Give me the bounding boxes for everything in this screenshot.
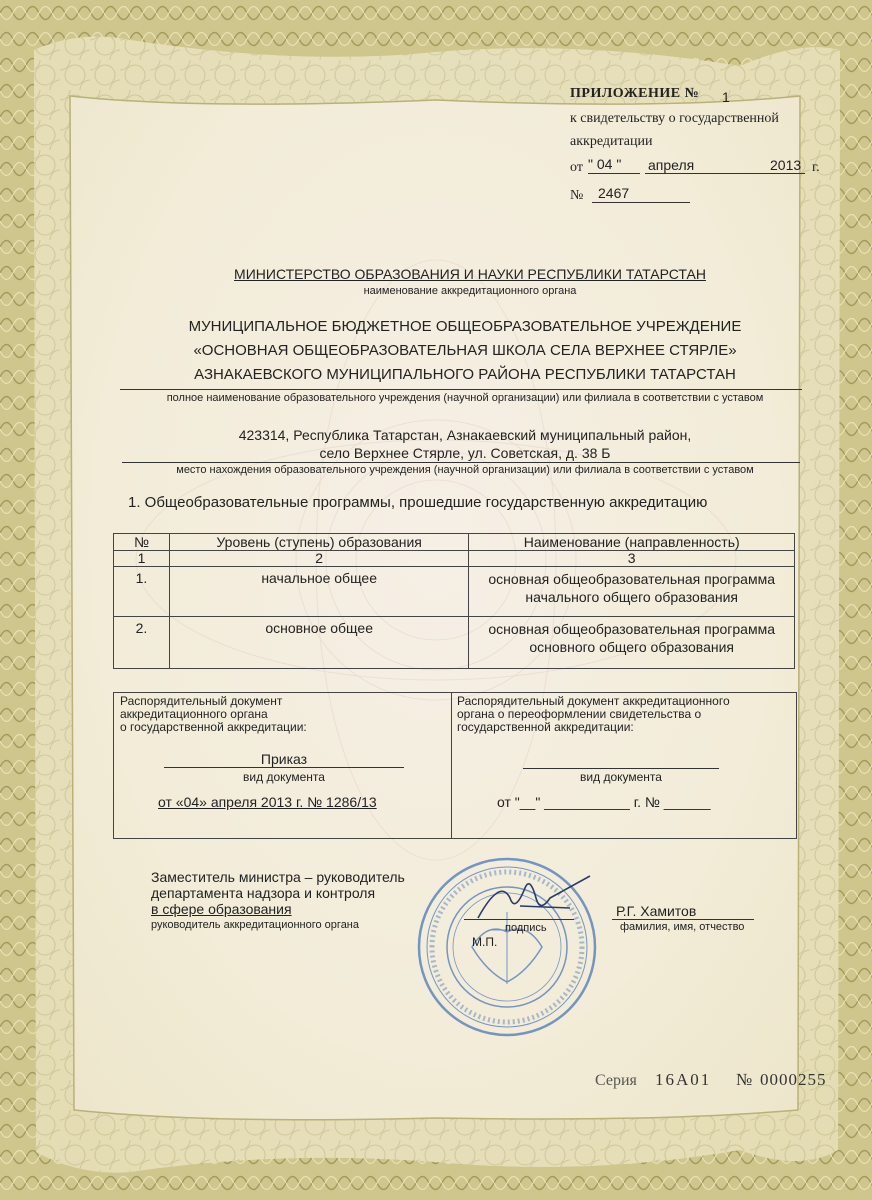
school-name-line1: МУНИЦИПАЛЬНОЕ БЮДЖЕТНОЕ ОБЩЕОБРАЗОВАТЕЛЬНОЕ УЧРЕЖДЕНИЕ [188,318,742,335]
position-line1: Заместитель министра – руководитель [151,869,405,885]
appendix-number: 1 [722,89,730,105]
school-name-line2: «ОСНОВНАЯ ОБЩЕОБРАЗОВАТЕЛЬНАЯ ШКОЛА СЕЛА ВЕРХНЕЕ СТЯРЛЕ» [193,342,737,359]
position-line3: в сфере образования [151,901,292,917]
table-row [114,617,795,669]
appendix-title: ПРИЛОЖЕНИЕ № [570,86,700,101]
row-level: основное общее [169,617,468,669]
signatory-position [151,869,405,917]
appendix-year-suffix: г. [812,160,820,175]
address-line2: село Верхнее Стярле, ул. Советская, д. 38 Б [319,445,611,461]
ministry-name: МИНИСТЕРСТВО ОБРАЗОВАНИЯ И НАУКИ РЕСПУБЛИКИ ТАТАРСТАН [234,266,706,282]
row-program-line1: основная общеобразовательная программа [488,571,775,587]
colnum-1: 1 [114,551,170,567]
row-program [469,617,795,669]
table-colnum-row [114,551,795,567]
address-caption: место нахождения образовательного учреждения (научной организации) или филиала в соответствии с уставом [176,464,754,476]
appendix-day: " 04 " [588,156,622,172]
position-caption: руководитель аккредитационного органа [151,919,360,931]
appendix-cert-sign: № [570,188,584,203]
order-left-doc-caption: вид документа [243,770,325,784]
appendix-line2: аккредитации [570,134,653,149]
header-number: № [114,534,170,551]
series-code: 16А01 [655,1070,712,1089]
order-right-line2: органа о переоформлении свидетельства о [457,707,702,721]
series-number-sign: № [736,1070,753,1089]
order-left-doc-type: Приказ [164,751,404,768]
signatory-name: Р.Г. Хамитов [616,903,697,919]
programs-table [113,533,795,669]
series-label: Серия [595,1072,637,1089]
order-right-line1: Распорядительный документ аккредитационного [457,694,730,708]
row-number: 2. [114,617,170,669]
order-left-line1: Распорядительный документ [120,694,283,708]
ministry-caption: наименование аккредитационного органа [363,285,577,297]
table-row [114,567,795,617]
order-accreditation [120,693,445,838]
series-number: 0000255 [760,1070,827,1089]
row-program-line1: основная общеобразовательная программа [488,621,775,637]
order-right-doc-ref: от "__" ___________ г. № ______ [497,794,711,810]
colnum-2: 2 [169,551,468,567]
colnum-3: 3 [469,551,795,567]
school-name-line3: АЗНАКАЕВСКОГО МУНИЦИПАЛЬНОГО РАЙОНА РЕСПУБЛИКИ ТАТАРСТАН [194,366,736,383]
appendix-month: апреля [648,157,695,173]
order-right-doc-caption: вид документа [580,770,662,784]
row-program-line2: начального общего образования [525,589,739,605]
orders-block [113,692,797,839]
address-line1: 423314, Республика Татарстан, Азнакаевский муниципальный район, [238,427,692,443]
signature-caption: подпись [505,922,547,934]
order-right-line3: государственной аккредитации: [457,720,634,734]
order-left-doc-ref: от «04» апреля 2013 г. № 1286/13 [158,794,377,810]
appendix-date-prefix: от [570,160,583,175]
row-program [469,567,795,617]
appendix-cert-number: 2467 [598,185,630,201]
order-left-line3: о государственной аккредитации: [120,720,307,734]
header-level: Уровень (ступень) образования [169,534,468,551]
school-caption: полное наименование образовательного учреждения (научной организации) или филиала в соответствии с уставом [166,392,764,404]
row-program-line2: основного общего образования [529,639,735,655]
header-name: Наименование (направленность) [469,534,795,551]
appendix-year: 2013 [770,157,802,173]
row-number: 1. [114,567,170,617]
order-reissue [457,693,792,838]
position-line2: департамента надзора и контроля [151,885,376,901]
signatory-name-caption: фамилия, имя, отчество [620,921,745,933]
row-level: начальное общее [169,567,468,617]
order-left-line2: аккредитационного органа [120,707,268,721]
section-title: 1. Общеобразовательные программы, прошедшие государственную аккредитацию [128,494,708,511]
table-header-row [114,534,795,551]
stamp-place: М.П. [472,935,498,949]
appendix-line1: к свидетельству о государственной [570,111,779,126]
